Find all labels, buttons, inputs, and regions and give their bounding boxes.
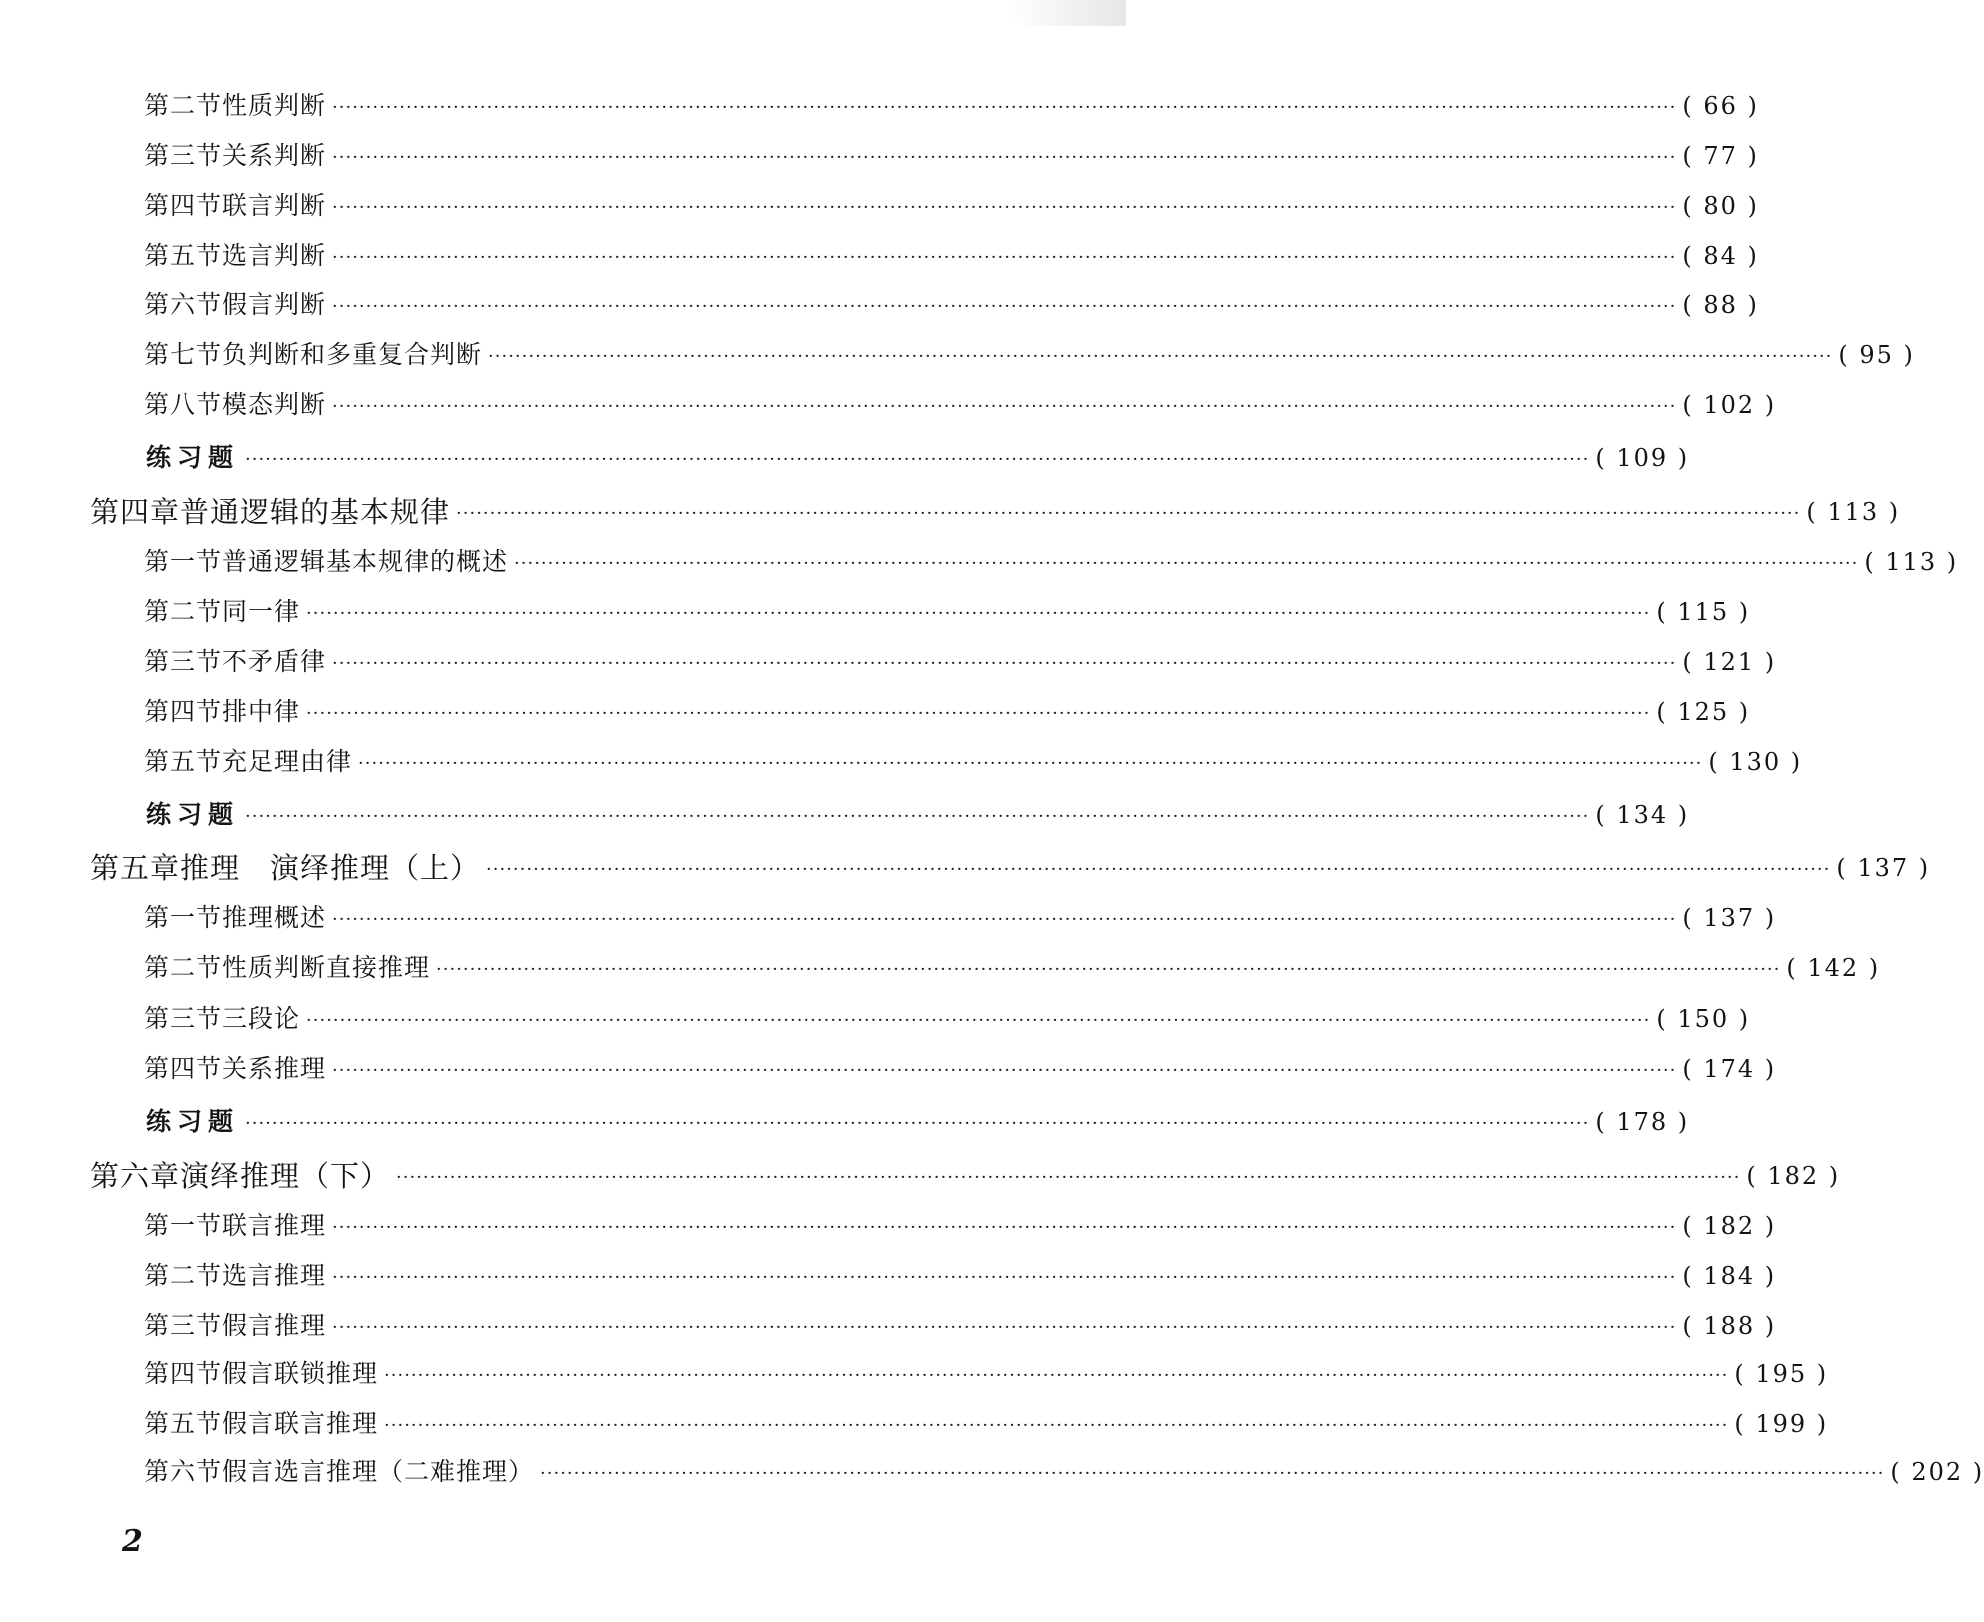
toc-entry-label: 第五节	[144, 241, 223, 270]
toc-leader-dots: ········································································································································································································	[436, 959, 1781, 980]
toc-leader-dots: ········································································································································································································	[540, 1463, 1885, 1484]
toc-leader-dots: ········································································································································································································	[332, 396, 1677, 417]
toc-leader-dots: ········································································································································································································	[488, 346, 1833, 367]
toc-page-number: ( 188 )	[1682, 1312, 1777, 1340]
toc-entry-title: 三段论	[222, 1004, 301, 1033]
toc-page-number: ( 84 )	[1682, 242, 1759, 270]
toc-entry-label: 第四节	[144, 1054, 223, 1083]
toc-entry-label: 第一节	[144, 1211, 223, 1240]
page-corner-shadow	[1006, 0, 1126, 26]
toc-leader-dots: ········································································································································································································	[384, 1415, 1729, 1436]
toc-entry-title: 普通逻辑的基本规律	[180, 495, 451, 529]
toc-entry-title: 假言推理	[222, 1311, 327, 1340]
toc-section-entry	[0, 86, 1759, 126]
toc-page-number: ( 199 )	[1734, 1410, 1829, 1438]
toc-section-entry	[0, 285, 1759, 325]
toc-section-entry	[0, 642, 1777, 682]
toc-entry-label: 第一节	[144, 547, 223, 576]
toc-page-number: ( 109 )	[1595, 444, 1690, 472]
toc-leader-dots: ········································································································································································································	[332, 197, 1677, 218]
toc-leader-dots: ········································································································································································································	[332, 247, 1677, 268]
toc-leader-dots: ········································································································································································································	[332, 1267, 1677, 1288]
toc-exercise-entry	[0, 795, 1690, 835]
toc-entry-label: 第六节	[144, 1457, 223, 1486]
toc-section-entry	[0, 335, 1915, 375]
toc-entry-title: 不矛盾律	[222, 647, 327, 676]
toc-entry-label: 第六章	[90, 1159, 181, 1193]
toc-section-entry	[0, 742, 1803, 782]
toc-section-entry	[0, 542, 1959, 582]
toc-page-number: ( 125 )	[1656, 698, 1751, 726]
toc-page-number: ( 182 )	[1746, 1162, 1841, 1190]
toc-leader-dots: ········································································································································································································	[306, 603, 1651, 624]
toc-section-entry	[0, 1049, 1777, 1089]
toc-leader-dots: ········································································································································································································	[456, 503, 1801, 524]
toc-entry-title: 选言判断	[222, 241, 327, 270]
toc-entry-label: 第三节	[144, 1004, 223, 1033]
toc-entry-label: 第一节	[144, 903, 223, 932]
toc-entry-title: 推理概述	[222, 903, 327, 932]
toc-entry-title: 选言推理	[222, 1261, 327, 1290]
toc-entry-label: 第八节	[144, 390, 223, 419]
toc-entry-label: 练习题	[146, 1107, 240, 1136]
toc-entry-title: 充足理由律	[222, 747, 353, 776]
toc-leader-dots: ········································································································································································································	[245, 449, 1590, 470]
toc-section-entry	[0, 1206, 1777, 1246]
toc-entry-label: 第四节	[144, 191, 223, 220]
toc-page-number: ( 202 )	[1890, 1458, 1984, 1486]
toc-exercise-entry	[0, 1102, 1690, 1142]
toc-chapter-entry	[0, 1156, 1841, 1196]
toc-entry-label: 第三节	[144, 1311, 223, 1340]
toc-section-entry	[0, 1404, 1829, 1444]
page-number: 2	[122, 1524, 143, 1559]
toc-leader-dots: ········································································································································································································	[332, 1060, 1677, 1081]
toc-page-number: ( 130 )	[1708, 748, 1803, 776]
toc-entry-label: 第七节	[144, 340, 223, 369]
toc-entry-title: 性质判断直接推理	[222, 953, 431, 982]
toc-page-number: ( 137 )	[1682, 904, 1777, 932]
toc-leader-dots: ········································································································································································································	[332, 909, 1677, 930]
toc-page-number: ( 88 )	[1682, 291, 1759, 319]
toc-leader-dots: ········································································································································································································	[486, 859, 1831, 880]
toc-section-entry	[0, 1354, 1829, 1394]
toc-page-number: ( 174 )	[1682, 1055, 1777, 1083]
toc-entry-title: 推理 演绎推理（上）	[180, 851, 481, 885]
toc-entry-label: 第四节	[144, 1359, 223, 1388]
toc-section-entry	[0, 136, 1759, 176]
toc-entry-label: 练习题	[146, 443, 240, 472]
toc-entry-title: 关系推理	[222, 1054, 327, 1083]
toc-page-number: ( 95 )	[1838, 341, 1915, 369]
toc-entry-title: 普通逻辑基本规律的概述	[222, 547, 509, 576]
toc-entry-title: 假言选言推理（二难推理）	[222, 1457, 535, 1486]
toc-section-entry	[0, 898, 1777, 938]
toc-leader-dots: ········································································································································································································	[332, 653, 1677, 674]
toc-section-entry	[0, 1256, 1777, 1296]
toc-entry-title: 排中律	[222, 697, 301, 726]
toc-section-entry	[0, 1452, 1984, 1492]
toc-entry-label: 第三节	[144, 141, 223, 170]
toc-page-number: ( 113 )	[1806, 498, 1901, 526]
toc-entry-label: 第六节	[144, 290, 223, 319]
toc-page-number: ( 115 )	[1656, 598, 1751, 626]
toc-entry-label: 第二节	[144, 91, 223, 120]
toc-page-number: ( 80 )	[1682, 192, 1759, 220]
toc-page-number: ( 113 )	[1864, 548, 1959, 576]
toc-page-number: ( 134 )	[1595, 801, 1690, 829]
toc-entry-label: 第五节	[144, 1409, 223, 1438]
toc-leader-dots: ········································································································································································································	[332, 97, 1677, 118]
toc-entry-title: 模态判断	[222, 390, 327, 419]
toc-chapter-entry	[0, 492, 1901, 532]
toc-section-entry	[0, 186, 1759, 226]
toc-entry-title: 联言推理	[222, 1211, 327, 1240]
toc-entry-label: 练习题	[146, 800, 240, 829]
toc-page-number: ( 77 )	[1682, 142, 1759, 170]
toc-page-number: ( 142 )	[1786, 954, 1881, 982]
toc-leader-dots: ········································································································································································································	[514, 553, 1859, 574]
toc-leader-dots: ········································································································································································································	[332, 147, 1677, 168]
toc-entry-title: 同一律	[222, 597, 301, 626]
toc-chapter-entry	[0, 848, 1931, 888]
toc-entry-title: 性质判断	[222, 91, 327, 120]
toc-entry-title: 假言联锁推理	[222, 1359, 379, 1388]
toc-leader-dots: ········································································································································································································	[332, 1217, 1677, 1238]
toc-entry-title: 负判断和多重复合判断	[222, 340, 483, 369]
toc-page-number: ( 184 )	[1682, 1262, 1777, 1290]
toc-leader-dots: ········································································································································································································	[245, 1113, 1590, 1134]
toc-entry-label: 第四节	[144, 697, 223, 726]
toc-entry-label: 第二节	[144, 1261, 223, 1290]
toc-page-number: ( 102 )	[1682, 391, 1777, 419]
toc-section-entry	[0, 948, 1881, 988]
toc-leader-dots: ········································································································································································································	[384, 1365, 1729, 1386]
toc-page-number: ( 178 )	[1595, 1108, 1690, 1136]
toc-page-number: ( 137 )	[1836, 854, 1931, 882]
toc-entry-label: 第四章	[90, 495, 181, 529]
toc-page-number: ( 66 )	[1682, 92, 1759, 120]
toc-entry-title: 关系判断	[222, 141, 327, 170]
toc-page-number: ( 195 )	[1734, 1360, 1829, 1388]
toc-leader-dots: ········································································································································································································	[332, 296, 1677, 317]
toc-leader-dots: ········································································································································································································	[332, 1317, 1677, 1338]
toc-section-entry	[0, 1306, 1777, 1346]
toc-entry-label: 第五节	[144, 747, 223, 776]
toc-page-number: ( 121 )	[1682, 648, 1777, 676]
toc-section-entry	[0, 692, 1751, 732]
toc-section-entry	[0, 236, 1759, 276]
toc-section-entry	[0, 385, 1777, 425]
toc-section-entry	[0, 999, 1751, 1039]
toc-entry-title: 演绎推理（下）	[180, 1159, 391, 1193]
toc-section-entry	[0, 592, 1751, 632]
toc-entry-title: 假言联言推理	[222, 1409, 379, 1438]
toc-leader-dots: ········································································································································································································	[358, 753, 1703, 774]
toc-exercise-entry	[0, 438, 1690, 478]
toc-page-number: ( 150 )	[1656, 1005, 1751, 1033]
toc-entry-title: 假言判断	[222, 290, 327, 319]
toc-entry-title: 联言判断	[222, 191, 327, 220]
toc-page-number: ( 182 )	[1682, 1212, 1777, 1240]
toc-entry-label: 第二节	[144, 597, 223, 626]
toc-leader-dots: ········································································································································································································	[306, 1010, 1651, 1031]
toc-leader-dots: ········································································································································································································	[306, 703, 1651, 724]
toc-leader-dots: ········································································································································································································	[396, 1167, 1741, 1188]
toc-entry-label: 第三节	[144, 647, 223, 676]
toc-leader-dots: ········································································································································································································	[245, 806, 1590, 827]
toc-entry-label: 第二节	[144, 953, 223, 982]
toc-entry-label: 第五章	[90, 851, 181, 885]
